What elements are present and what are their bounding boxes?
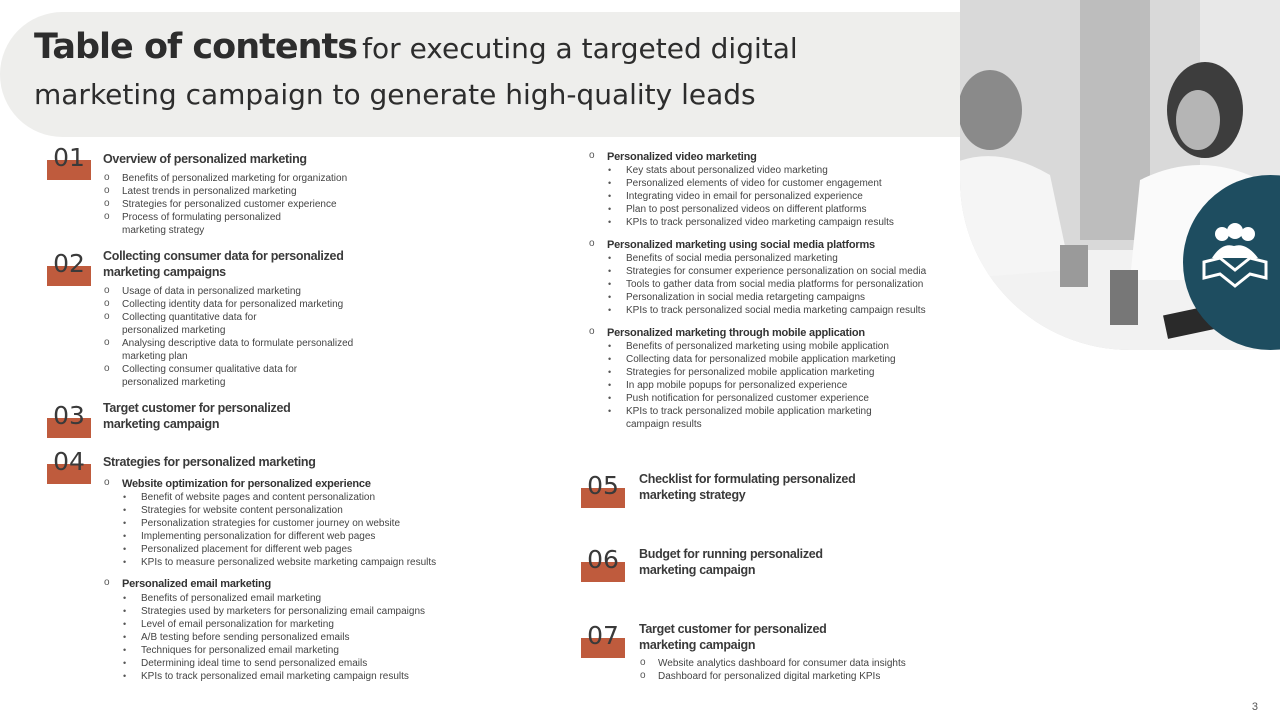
list-item: • Plan to post personalized videos on different platforms [608,203,968,216]
section-number-04: 04 [47,450,91,478]
list-item: • Implementing personalization for different web pages [123,530,483,543]
section-heading-03 [103,400,290,432]
section-number-05: 05 [581,474,625,502]
list-item: • Tools to gather data from social media platforms for personalization [608,278,978,291]
list-item-continued: marketing plan [122,351,188,362]
heading-line: Target customer for personalized [639,622,827,636]
section-number-06: 06 [581,548,625,576]
section-heading-04: Strategies for personalized marketing [103,455,316,469]
list-item: • Benefits of personalized email marketing [123,592,483,605]
list-item: • Push notification for personalized customer experience [608,392,968,405]
list-item: • Personalized placement for different web pages [123,543,483,556]
section-heading-05 [639,471,855,503]
section-number-07: 07 [581,624,625,652]
list-item: • Integrating video in email for personalized experience [608,190,968,203]
list-item: • Level of email personalization for marketing [123,618,483,631]
subsection-heading: o Website optimization for personalized experience [104,477,371,491]
list-item-continued: marketing strategy [122,225,205,236]
heading-line: Collecting consumer data for personalized [103,249,344,263]
heading-line: marketing strategy [639,488,746,502]
list-item: o Usage of data in personalized marketing [104,285,404,298]
subsection-heading: o Personalized video marketing [589,150,757,164]
list-item-continued: campaign results [626,419,702,430]
page-title [34,26,934,116]
section-list-01 [104,172,404,237]
list-item: • Personalization in social media retargeting campaigns [608,291,978,304]
section-number-03: 03 [47,404,91,432]
heading-line: marketing campaign [639,638,756,652]
subsection-list-video [608,164,968,229]
section-heading-02 [103,248,344,280]
list-item: o Process of formulating personalized [104,211,404,224]
list-item: • Strategies for consumer experience personalization on social media [608,265,978,278]
heading-line: marketing campaign [639,563,756,577]
list-item: • Collecting data for personalized mobile application marketing [608,353,968,366]
title-line2: marketing campaign to generate high-quality leads [34,78,756,111]
list-item: o Strategies for personalized customer experience [104,198,404,211]
list-item: • KPIs to track personalized email marketing campaign results [123,670,483,683]
list-item: o Benefits of personalized marketing for organization [104,172,404,185]
list-item: • Personalization strategies for customer journey on website [123,517,483,530]
list-item: • Benefit of website pages and content personalization [123,491,483,504]
list-item: o Latest trends in personalized marketing [104,185,404,198]
list-item: o Collecting consumer qualitative data for [104,363,404,376]
subsection-list-website [123,491,483,569]
section-list-07 [640,657,960,683]
heading-line: marketing campaign [103,417,220,431]
heading-line: Checklist for formulating personalized [639,472,856,486]
subsection-list-email [123,592,483,683]
subsection-heading: o Personalized marketing through mobile application [589,326,865,340]
list-item: o Collecting quantitative data for [104,311,404,324]
list-item: o Collecting identity data for personalized marketing [104,298,404,311]
page-number: 3 [1251,701,1258,713]
subsection-heading: o Personalized marketing using social media platforms [589,238,875,252]
section-heading-06 [639,546,823,578]
heading-line: Target customer for personalized [103,401,291,415]
heading-line: marketing campaigns [103,265,226,279]
list-item-continued: personalized marketing [122,325,226,336]
list-item: • Personalized elements of video for customer engagement [608,177,968,190]
list-item: o Website analytics dashboard for consumer data insights [640,657,960,670]
section-heading-07 [639,621,826,653]
section-heading-01: Overview of personalized marketing [103,152,307,166]
list-item: o Analysing descriptive data to formulate personalized [104,337,404,350]
subsection-heading: o Personalized email marketing [104,577,271,591]
subsection-list-social [608,252,978,317]
list-item: • KPIs to track personalized social media marketing campaign results [608,304,978,317]
list-item: • Benefits of personalized marketing using mobile application [608,340,968,353]
list-item: • KPIs to track personalized mobile application marketing [608,405,968,418]
section-number-01: 01 [47,146,91,174]
title-rest: for executing a targeted digital [362,32,798,65]
list-item: • In app mobile popups for personalized experience [608,379,968,392]
subsection-list-mobile [608,340,968,431]
list-item: • Strategies used by marketers for personalizing email campaigns [123,605,483,618]
list-item: • Key stats about personalized video marketing [608,164,968,177]
section-list-02 [104,285,404,389]
list-item: • Benefits of social media personalized marketing [608,252,978,265]
list-item: • Determining ideal time to send personalized emails [123,657,483,670]
list-item: • Strategies for personalized mobile application marketing [608,366,968,379]
heading-line: Budget for running personalized [639,547,823,561]
section-number-02: 02 [47,252,91,280]
list-item: • KPIs to track personalized video marketing campaign results [608,216,968,229]
list-item: • Techniques for personalized email marketing [123,644,483,657]
list-item-continued: personalized marketing [122,377,226,388]
list-item: o Dashboard for personalized digital marketing KPIs [640,670,960,683]
list-item: • Strategies for website content personalization [123,504,483,517]
handshake-team-icon [1200,222,1270,292]
title-bold: Table of contents [34,27,358,67]
list-item: • A/B testing before sending personalized emails [123,631,483,644]
list-item: • KPIs to measure personalized website marketing campaign results [123,556,483,569]
